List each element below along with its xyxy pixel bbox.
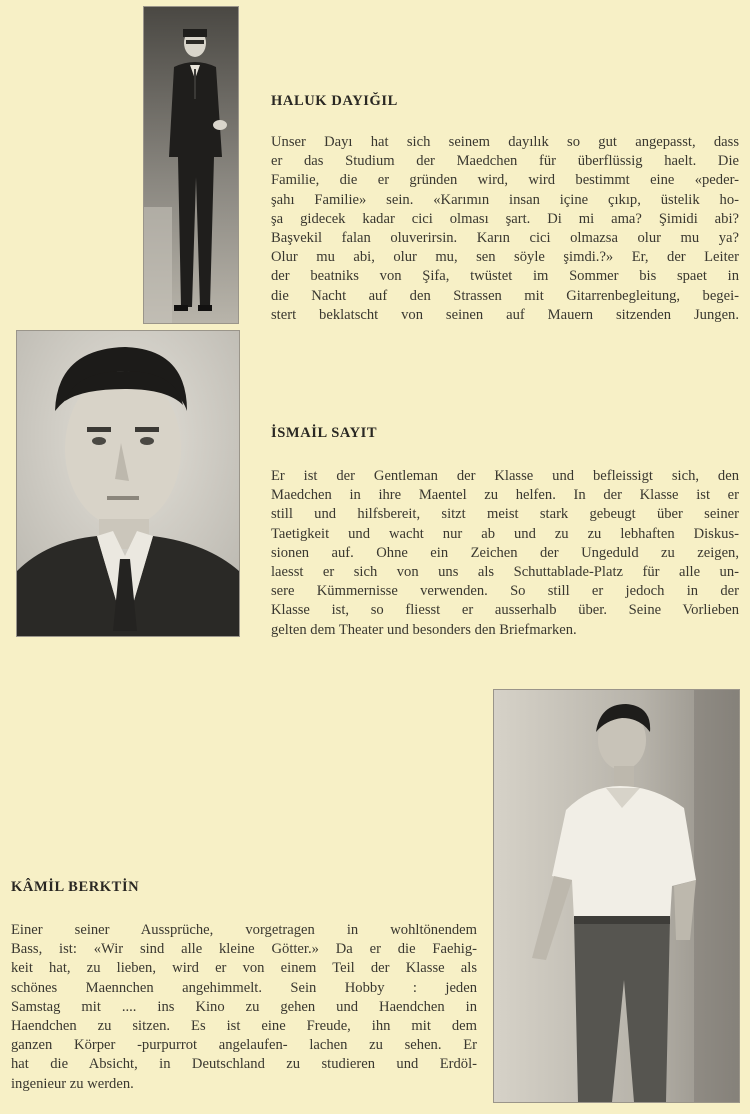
bio-line: şahı Familie» sein. «Karımın insan içine çıkıp, üstelik ho- — [271, 191, 739, 208]
bio-line: Er ist der Gentleman der Klasse und befleissigt sich, den — [271, 468, 739, 484]
bio-line: still und hilfsbereit, sitzt meist stark gebeugt über seiner — [271, 506, 739, 523]
bio-line: ganzen Körper -purpurrot angelaufen- lachen zu sehen. Er — [11, 1037, 477, 1054]
bio-line: Taetigkeit und wacht nur ab und zu zu lebhaften Diskus- — [271, 525, 739, 542]
portrait-photo-kamil — [493, 689, 740, 1103]
bio-line: stert beklatscht von seinen auf Mauern sitzenden Jungen. — [271, 306, 739, 323]
bio-line: sere Kümmernisse verwenden. So still er jedoch in der — [271, 583, 739, 600]
entry-name-kamil: KÂMİL BERKTİN — [11, 879, 140, 895]
entry-name-haluk: HALUK DAYIĞIL — [271, 93, 398, 109]
bio-line: laesst er sich von uns als Schuttablade-Platz für alle un- — [271, 564, 739, 581]
entry-bio-kamil — [11, 921, 477, 1094]
bio-line: Haendchen zu sitzen. Es ist eine Freude, ihn mit dem — [11, 1018, 477, 1035]
bio-line: Unser Dayı hat sich seinem dayılık so gut angepasst, dass — [271, 134, 739, 150]
bio-line: Familie, die er gründen wird, wird bestimmt eine «peder- — [271, 172, 739, 189]
bio-line: die Nacht auf den Strassen mit Gitarrenbegleitung, begei- — [271, 287, 739, 304]
bio-line: gelten dem Theater und besonders den Briefmarken. — [271, 621, 577, 638]
bio-line: Samstag mit .... ins Kino zu gehen und Haendchen in — [11, 998, 477, 1015]
bio-line: Einer seiner Aussprüche, vorgetragen in wohltönendem — [11, 922, 477, 938]
bio-line: Başvekil falan oluverirsin. Karın cici olmazsa olur mu ya? — [271, 230, 739, 247]
bio-line: Klasse ist, so fliesst er ausserhalb über. Seine Vorlieben — [271, 602, 739, 619]
bio-line: der beatniks von Şifa, twüstet im Sommer bis spaet in — [271, 268, 739, 285]
bio-line: ingenieur zu werden. — [11, 1075, 134, 1092]
portrait-photo-haluk — [143, 6, 239, 324]
entry-bio-haluk — [271, 133, 739, 325]
bio-line: schönes Maennchen angehimmelt. Sein Hobby : jeden — [11, 979, 477, 996]
bio-line: Bass, ist: «Wir sind alle kleine Götter.» Da er die Faehig- — [11, 941, 477, 958]
bio-line: şa gidecek kadar cici olması şart. Di mi ama? Şimidi abi? — [271, 210, 739, 227]
bio-line: er das Studium der Maedchen für überflüssig haelt. Die — [271, 153, 739, 170]
bio-line: keit hat, zu lieben, wird er von einem Teil der Klasse als — [11, 960, 477, 977]
portrait-photo-ismail — [16, 330, 240, 637]
bio-line: sionen auf. Ohne ein Zeichen der Ungeduld zu zeigen, — [271, 544, 739, 561]
bio-line: Olur mu abi, olur mu, sen söyle şimdi.?» Er, der Leiter — [271, 249, 739, 266]
entry-bio-ismail — [271, 467, 739, 640]
entry-name-ismail: İSMAİL SAYIT — [271, 425, 378, 441]
bio-line: Maedchen in ihre Maentel zu helfen. In der Klasse ist er — [271, 487, 739, 504]
bio-line: hat die Absicht, in Deutschland zu studieren und Erdöl- — [11, 1056, 477, 1073]
